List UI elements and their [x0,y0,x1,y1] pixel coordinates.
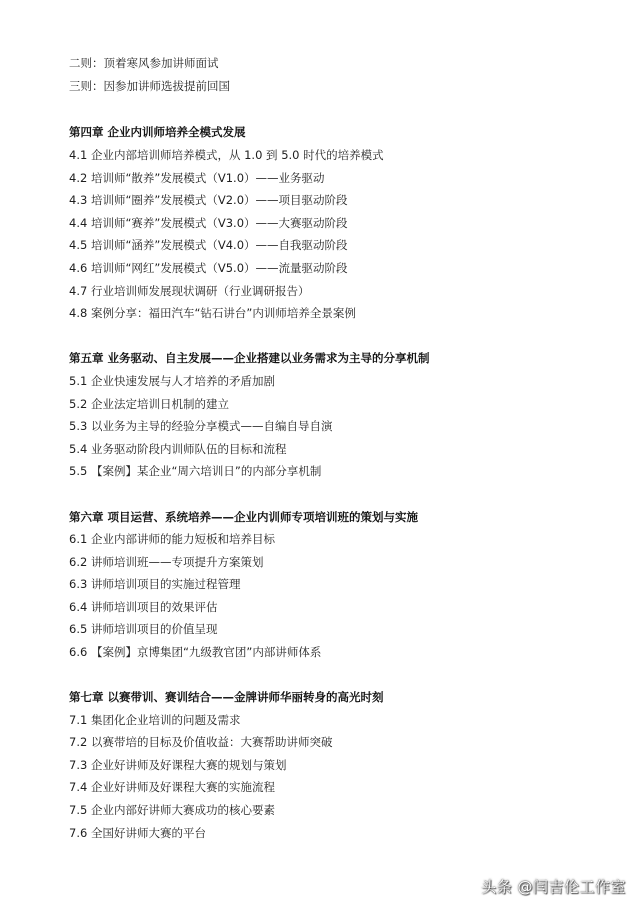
toc-item-5-5: 5.5 【案例】某企业“周六培训日”的内部分享机制 [69,464,322,478]
toc-item-4-5: 4.5 培训师“涵养”发展模式（V4.0）——自我驱动阶段 [69,238,348,252]
toc-item-7-3: 7.3 企业好讲师及好课程大赛的规划与策划 [69,758,287,772]
chapter-7-title: 第七章 以赛带训、赛训结合——金牌讲师华丽转身的高光时刻 [69,690,384,704]
toc-item-5-4: 5.4 业务驱动阶段内训师队伍的目标和流程 [69,442,287,456]
chapter-4-title: 第四章 企业内训师培养全模式发展 [69,125,246,139]
toc-item-6-6: 6.6 【案例】京博集团“九级教官团”内部讲师体系 [69,645,322,659]
toc-item-5-2: 5.2 企业法定培训日机制的建立 [69,397,229,411]
toc-item-6-3: 6.3 讲师培训项目的实施过程管理 [69,577,241,591]
toc-item-6-2: 6.2 讲师培训班——专项提升方案策划 [69,555,264,569]
toc-item-5-1: 5.1 企业快速发展与人才培养的矛盾加剧 [69,374,275,388]
toc-item-4-6: 4.6 培训师“网红”发展模式（V5.0）——流量驱动阶段 [69,261,348,275]
toc-item-7-4: 7.4 企业好讲师及好课程大赛的实施流程 [69,780,275,794]
toc-item-7-5: 7.5 企业内部好讲师大赛成功的核心要素 [69,803,275,817]
intro-line-2: 二则：顶着寒风参加讲师面试 [69,56,219,70]
toc-item-4-7: 4.7 行业培训师发展现状调研（行业调研报告） [69,284,310,298]
toc-item-6-5: 6.5 讲师培训项目的价值呈现 [69,622,218,636]
toc-item-4-3: 4.3 培训师“圈养”发展模式（V2.0）——项目驱动阶段 [69,193,348,207]
toc-item-6-4: 6.4 讲师培训项目的效果评估 [69,600,218,614]
toc-item-4-4: 4.4 培训师“赛养”发展模式（V3.0）——大赛驱动阶段 [69,216,348,230]
toc-item-4-2: 4.2 培训师“散养”发展模式（V1.0）——业务驱动 [69,171,325,185]
source-watermark: 头条 @闫吉伦工作室 [481,878,626,896]
toc-item-7-6: 7.6 全国好讲师大赛的平台 [69,826,206,840]
toc-item-5-3: 5.3 以业务为主导的经验分享模式——自编自导自演 [69,419,333,433]
toc-item-7-1: 7.1 集团化企业培训的问题及需求 [69,713,241,727]
intro-line-3: 三则：因参加讲师选拔提前回国 [69,79,230,93]
toc-item-7-2: 7.2 以赛带培的目标及价值收益：大赛帮助讲师突破 [69,735,333,749]
toc-item-4-8: 4.8 案例分享：福田汽车“钻石讲台”内训师培养全景案例 [69,306,356,320]
chapter-6-title: 第六章 项目运营、系统培养——企业内训师专项培训班的策划与实施 [69,510,419,524]
chapter-5-title: 第五章 业务驱动、自主发展——企业搭建以业务需求为主导的分享机制 [69,351,430,365]
toc-item-4-1: 4.1 企业内部培训师培养模式，从 1.0 到 5.0 时代的培养模式 [69,148,384,162]
toc-item-6-1: 6.1 企业内部讲师的能力短板和培养目标 [69,532,275,546]
